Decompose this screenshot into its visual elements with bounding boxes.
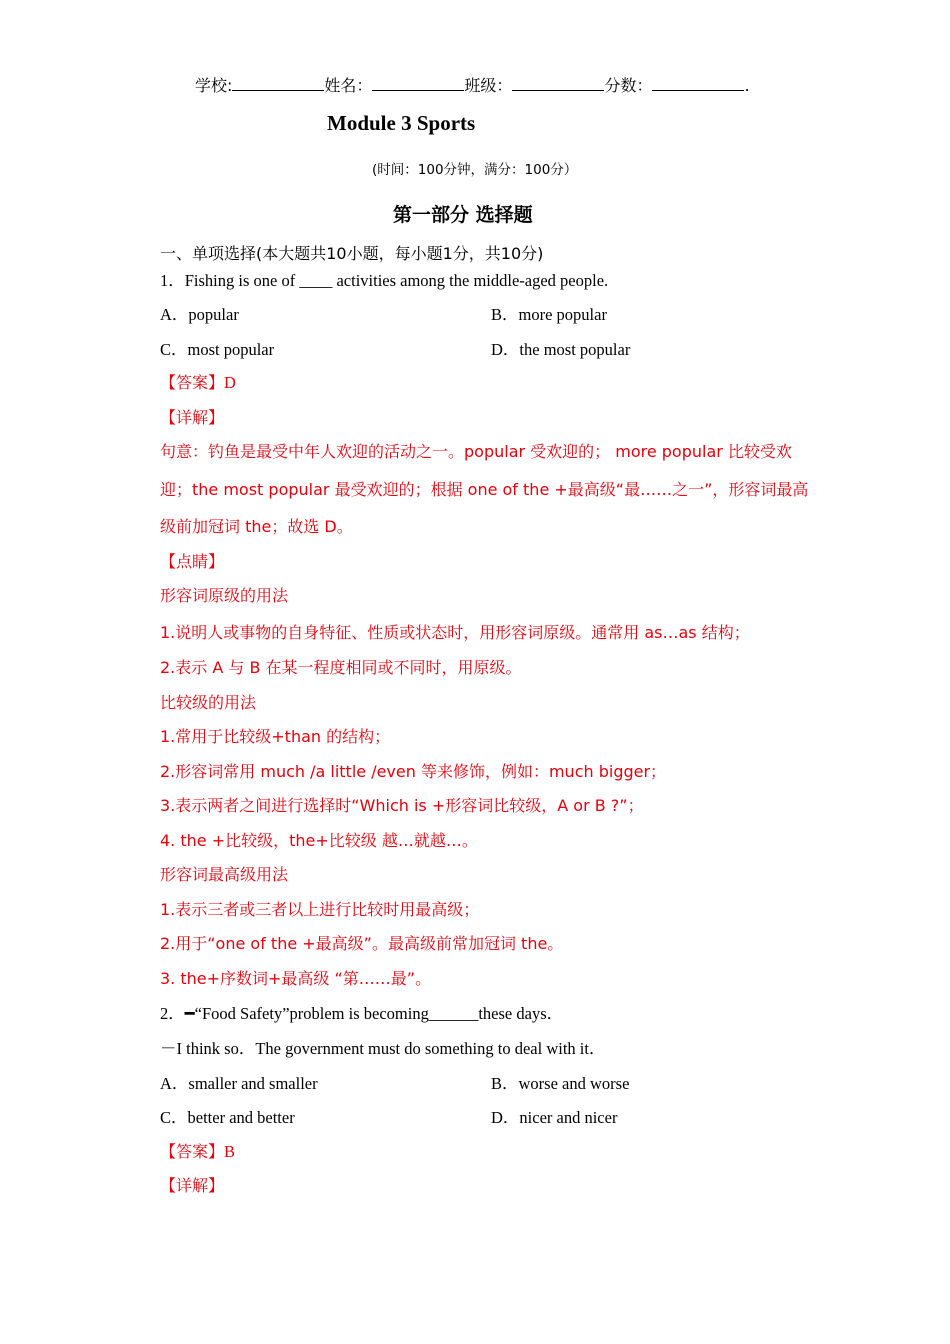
q1-tip-line-6: 2.形容词常用 much /a little /even 等来修饰，例如：much bigger；	[160, 762, 667, 781]
q1-tip-line-1: 形容词原级的用法	[160, 586, 289, 605]
q1-tip-line-9: 形容词最高级用法	[160, 865, 289, 884]
q1-explanation-line-3: 级前加冠词 the；故选 D。	[160, 517, 353, 536]
q2-stem: 2．━“Food Safety”problem is becoming______these days．	[160, 1004, 564, 1023]
q2-answer	[160, 1144, 235, 1161]
q1-tip-line-2: 1.说明人或事物的自身特征、性质或状态时，用形容词原级。通常用 as…as 结构；	[160, 623, 750, 642]
score-blank	[652, 76, 744, 91]
q1-option-a: A．popular	[160, 305, 239, 324]
q1-answer	[160, 375, 236, 392]
q1-tip-line-12: 3. the+序数词+最高级 “第……最”。	[160, 969, 432, 988]
q2-option-c: C．better and better	[160, 1108, 295, 1127]
class-label: 班级：	[464, 76, 513, 95]
q2-reply: －I think so．The government must do something to deal with it．	[160, 1039, 606, 1058]
header-end-mark: .	[744, 76, 750, 95]
q1-tip-tag: 【点睛】	[160, 552, 225, 571]
q1-answer-value: D	[224, 373, 236, 392]
time-note: (时间：100分钟，满分：100分）	[372, 162, 578, 178]
q2-option-d: D．nicer and nicer	[491, 1108, 618, 1127]
q1-tip-line-4: 比较级的用法	[160, 693, 257, 712]
q1-option-c: C．most popular	[160, 340, 275, 359]
q1-tip-line-3: 2.表示 A 与 B 在某一程度相同或不同时，用原级。	[160, 658, 522, 677]
q2-option-a: A．smaller and smaller	[160, 1074, 318, 1093]
q2-option-b: B．worse and worse	[491, 1074, 630, 1093]
section-title: 一、单项选择(本大题共10小题，每小题1分，共10分)	[160, 244, 544, 263]
class-blank	[512, 76, 604, 91]
q1-stem: 1．Fishing is one of ____ activities among the middle-aged people.	[160, 271, 609, 290]
q1-option-b: B．more popular	[491, 305, 607, 324]
page-title: Module 3 Sports	[327, 111, 476, 135]
q1-answer-tag: 【答案】	[160, 373, 225, 392]
q1-explanation-line-2: 迎；the most popular 最受欢迎的；根据 one of the +最高级“最……之一”，形容词最高	[160, 480, 809, 499]
q2-answer-value: B	[224, 1142, 236, 1161]
q2-detail-tag: 【详解】	[160, 1176, 225, 1195]
q1-detail-tag: 【详解】	[160, 408, 225, 427]
q1-explanation-line-1: 句意：钓鱼是最受中年人欢迎的活动之一。popular 受欢迎的； more popular 比较受欢	[160, 442, 792, 461]
q1-tip-line-8: 4. the +比较级，the+比较级 越…就越…。	[160, 831, 478, 850]
name-blank	[372, 76, 464, 91]
q2-answer-tag: 【答案】	[160, 1142, 225, 1161]
q1-tip-line-11: 2.用于“one of the +最高级”。最高级前常加冠词 the。	[160, 934, 564, 953]
q1-tip-line-7: 3.表示两者之间进行选择时“Which is +形容词比较级，A or B ?”；	[160, 796, 644, 815]
school-label: 学校:	[195, 76, 233, 95]
header-line	[195, 76, 750, 94]
name-label: 姓名：	[324, 76, 373, 95]
part-title: 第一部分 选择题	[393, 204, 533, 226]
school-blank	[232, 76, 324, 91]
q1-tip-line-5: 1.常用于比较级+than 的结构；	[160, 727, 391, 746]
score-label: 分数：	[604, 76, 653, 95]
q1-option-d: D．the most popular	[491, 340, 631, 359]
q1-tip-line-10: 1.表示三者或三者以上进行比较时用最高级；	[160, 900, 480, 919]
